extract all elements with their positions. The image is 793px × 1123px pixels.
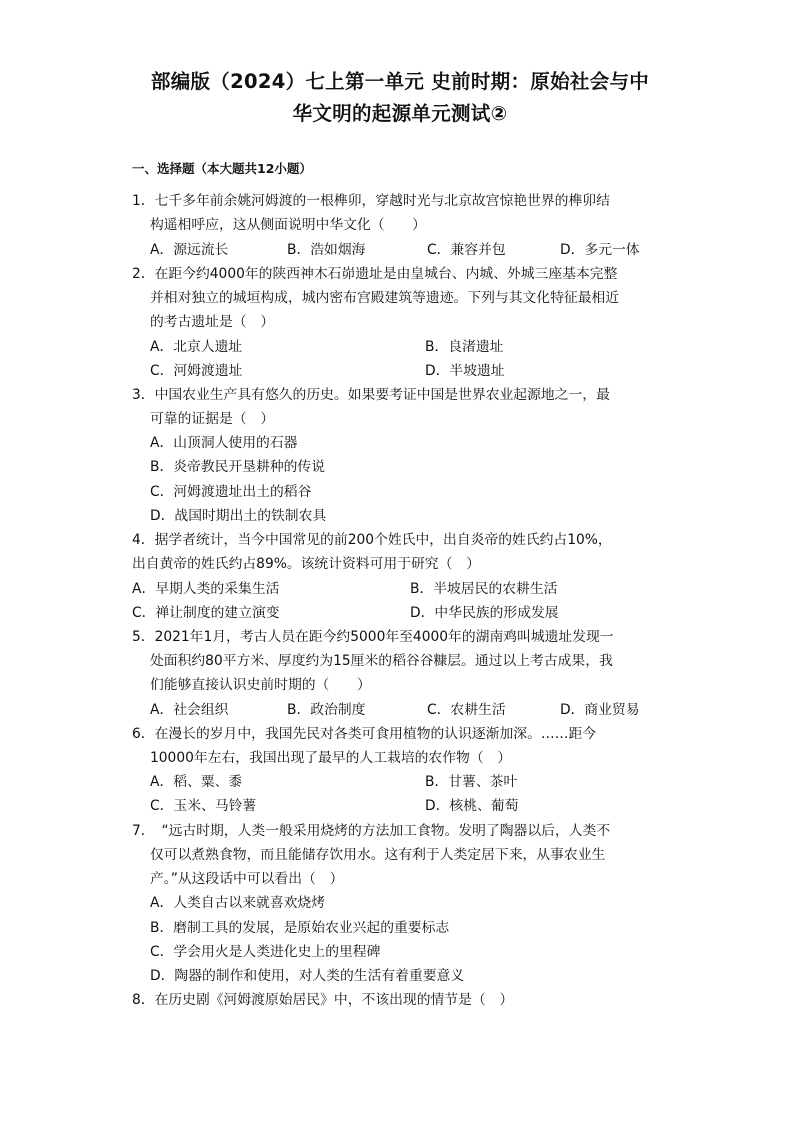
q7-stem-line-1: 7． “远古时期，人类一般采用烧烤的方法加工食物。发明了陶器以后，人类不 <box>132 823 611 839</box>
q4-option-c: C．禅让制度的建立演变 <box>132 605 280 621</box>
q5-stem-line-3: 们能够直接认识史前时期的（ ） <box>150 677 371 693</box>
q1-option-a: A．源远流长 <box>150 242 229 258</box>
q4-stem-line-2: 出自黄帝的姓氏约占89%。该统计资料可用于研究（ ） <box>132 556 480 572</box>
q6-stem-line-2: 10000年左右，我国出现了最早的人工栽培的农作物（ ） <box>150 750 512 766</box>
q2-stem-line-2: 并相对独立的城垣构成，城内密布宫殿建筑等遗迹。下列与其文化特征最相近 <box>150 290 620 306</box>
section-heading: 一、选择题（本大题共12小题） <box>132 161 312 176</box>
q7-option-c: C．学会用火是人类进化史上的里程碑 <box>150 944 381 960</box>
exam-title-line-1: 部编版（2024）七上第一单元 史前时期：原始社会与中 <box>150 70 650 93</box>
q2-option-b: B．良渚遗址 <box>425 339 504 355</box>
exam-title-line-2: 华文明的起源单元测试② <box>292 102 508 125</box>
q3-stem-line-2: 可靠的证据是（ ） <box>150 411 275 427</box>
q5-option-d: D．商业贸易 <box>560 702 640 718</box>
q5-stem-line-2: 处面积约80平方米、厚度约为15厘米的稻谷谷糠层。通过以上考古成果，我 <box>150 653 613 669</box>
q7-stem-line-3: 产。”从这段话中可以看出（ ） <box>150 871 344 887</box>
q1-stem-line-2: 构遥相呼应，这从侧面说明中华文化（ ） <box>150 217 426 233</box>
q4-stem-line-1: 4．据学者统计，当今中国常见的前200个姓氏中，出自炎帝的姓氏约占10%， <box>132 532 612 548</box>
q2-option-a: A．北京人遗址 <box>150 339 243 355</box>
q3-option-a: A．山顶洞人使用的石器 <box>150 435 298 451</box>
q6-option-c: C．玉米、马铃薯 <box>150 798 257 814</box>
q2-option-d: D．半坡遗址 <box>425 363 505 379</box>
q2-stem-line-1: 2．在距今约4000年的陕西神木石峁遗址是由皇城台、内城、外城三座基本完整 <box>132 266 618 282</box>
q7-option-b: B．磨制工具的发展，是原始农业兴起的重要标志 <box>150 920 450 936</box>
q5-option-a: A．社会组织 <box>150 702 229 718</box>
q6-option-b: B．甘薯、茶叶 <box>425 774 518 790</box>
q3-option-d: D．战国时期出土的铁制农具 <box>150 508 327 524</box>
q5-option-b: B．政治制度 <box>287 702 366 718</box>
q3-option-b: B．炎帝教民开垦耕种的传说 <box>150 459 326 475</box>
q4-option-a: A．早期人类的采集生活 <box>132 581 280 597</box>
q6-option-d: D．核桃、葡萄 <box>425 798 519 814</box>
q6-stem-line-1: 6．在漫长的岁月中，我国先民对各类可食用植物的认识逐渐加深。……距今 <box>132 726 597 742</box>
q1-option-d: D．多元一体 <box>560 242 640 258</box>
q5-option-c: C．农耕生活 <box>427 702 506 718</box>
q6-option-a: A．稻、粟、黍 <box>150 774 243 790</box>
q4-option-d: D．中华民族的形成发展 <box>410 605 559 621</box>
q4-option-b: B．半坡居民的农耕生活 <box>410 581 558 597</box>
q2-stem-line-3: 的考古遗址是（ ） <box>150 314 275 330</box>
q1-stem-line-1: 1．七千多年前余姚河姆渡的一根榫卯，穿越时光与北京故宫惊艳世界的榫卯结 <box>132 193 610 209</box>
q7-stem-line-2: 仅可以煮熟食物，而且能储存饮用水。这有利于人类定居下来，从事农业生 <box>150 847 606 863</box>
q3-option-c: C．河姆渡遗址出土的稻谷 <box>150 484 312 500</box>
q8-stem-line-1: 8．在历史剧《河姆渡原始居民》中，不该出现的情节是（ ） <box>132 992 514 1008</box>
q1-option-c: C．兼容并包 <box>427 242 506 258</box>
q2-option-c: C．河姆渡遗址 <box>150 363 243 379</box>
q7-option-d: D．陶器的制作和使用，对人类的生活有着重要意义 <box>150 968 465 984</box>
q7-option-a: A．人类自古以来就喜欢烧烤 <box>150 895 325 911</box>
q3-stem-line-1: 3．中国农业生产具有悠久的历史。如果要考证中国是世界农业起源地之一，最 <box>132 387 610 403</box>
q5-stem-line-1: 5．2021年1月，考古人员在距今约5000年至4000年的湖南鸡叫城遗址发现一 <box>132 629 614 645</box>
q1-option-b: B．浩如烟海 <box>287 242 366 258</box>
